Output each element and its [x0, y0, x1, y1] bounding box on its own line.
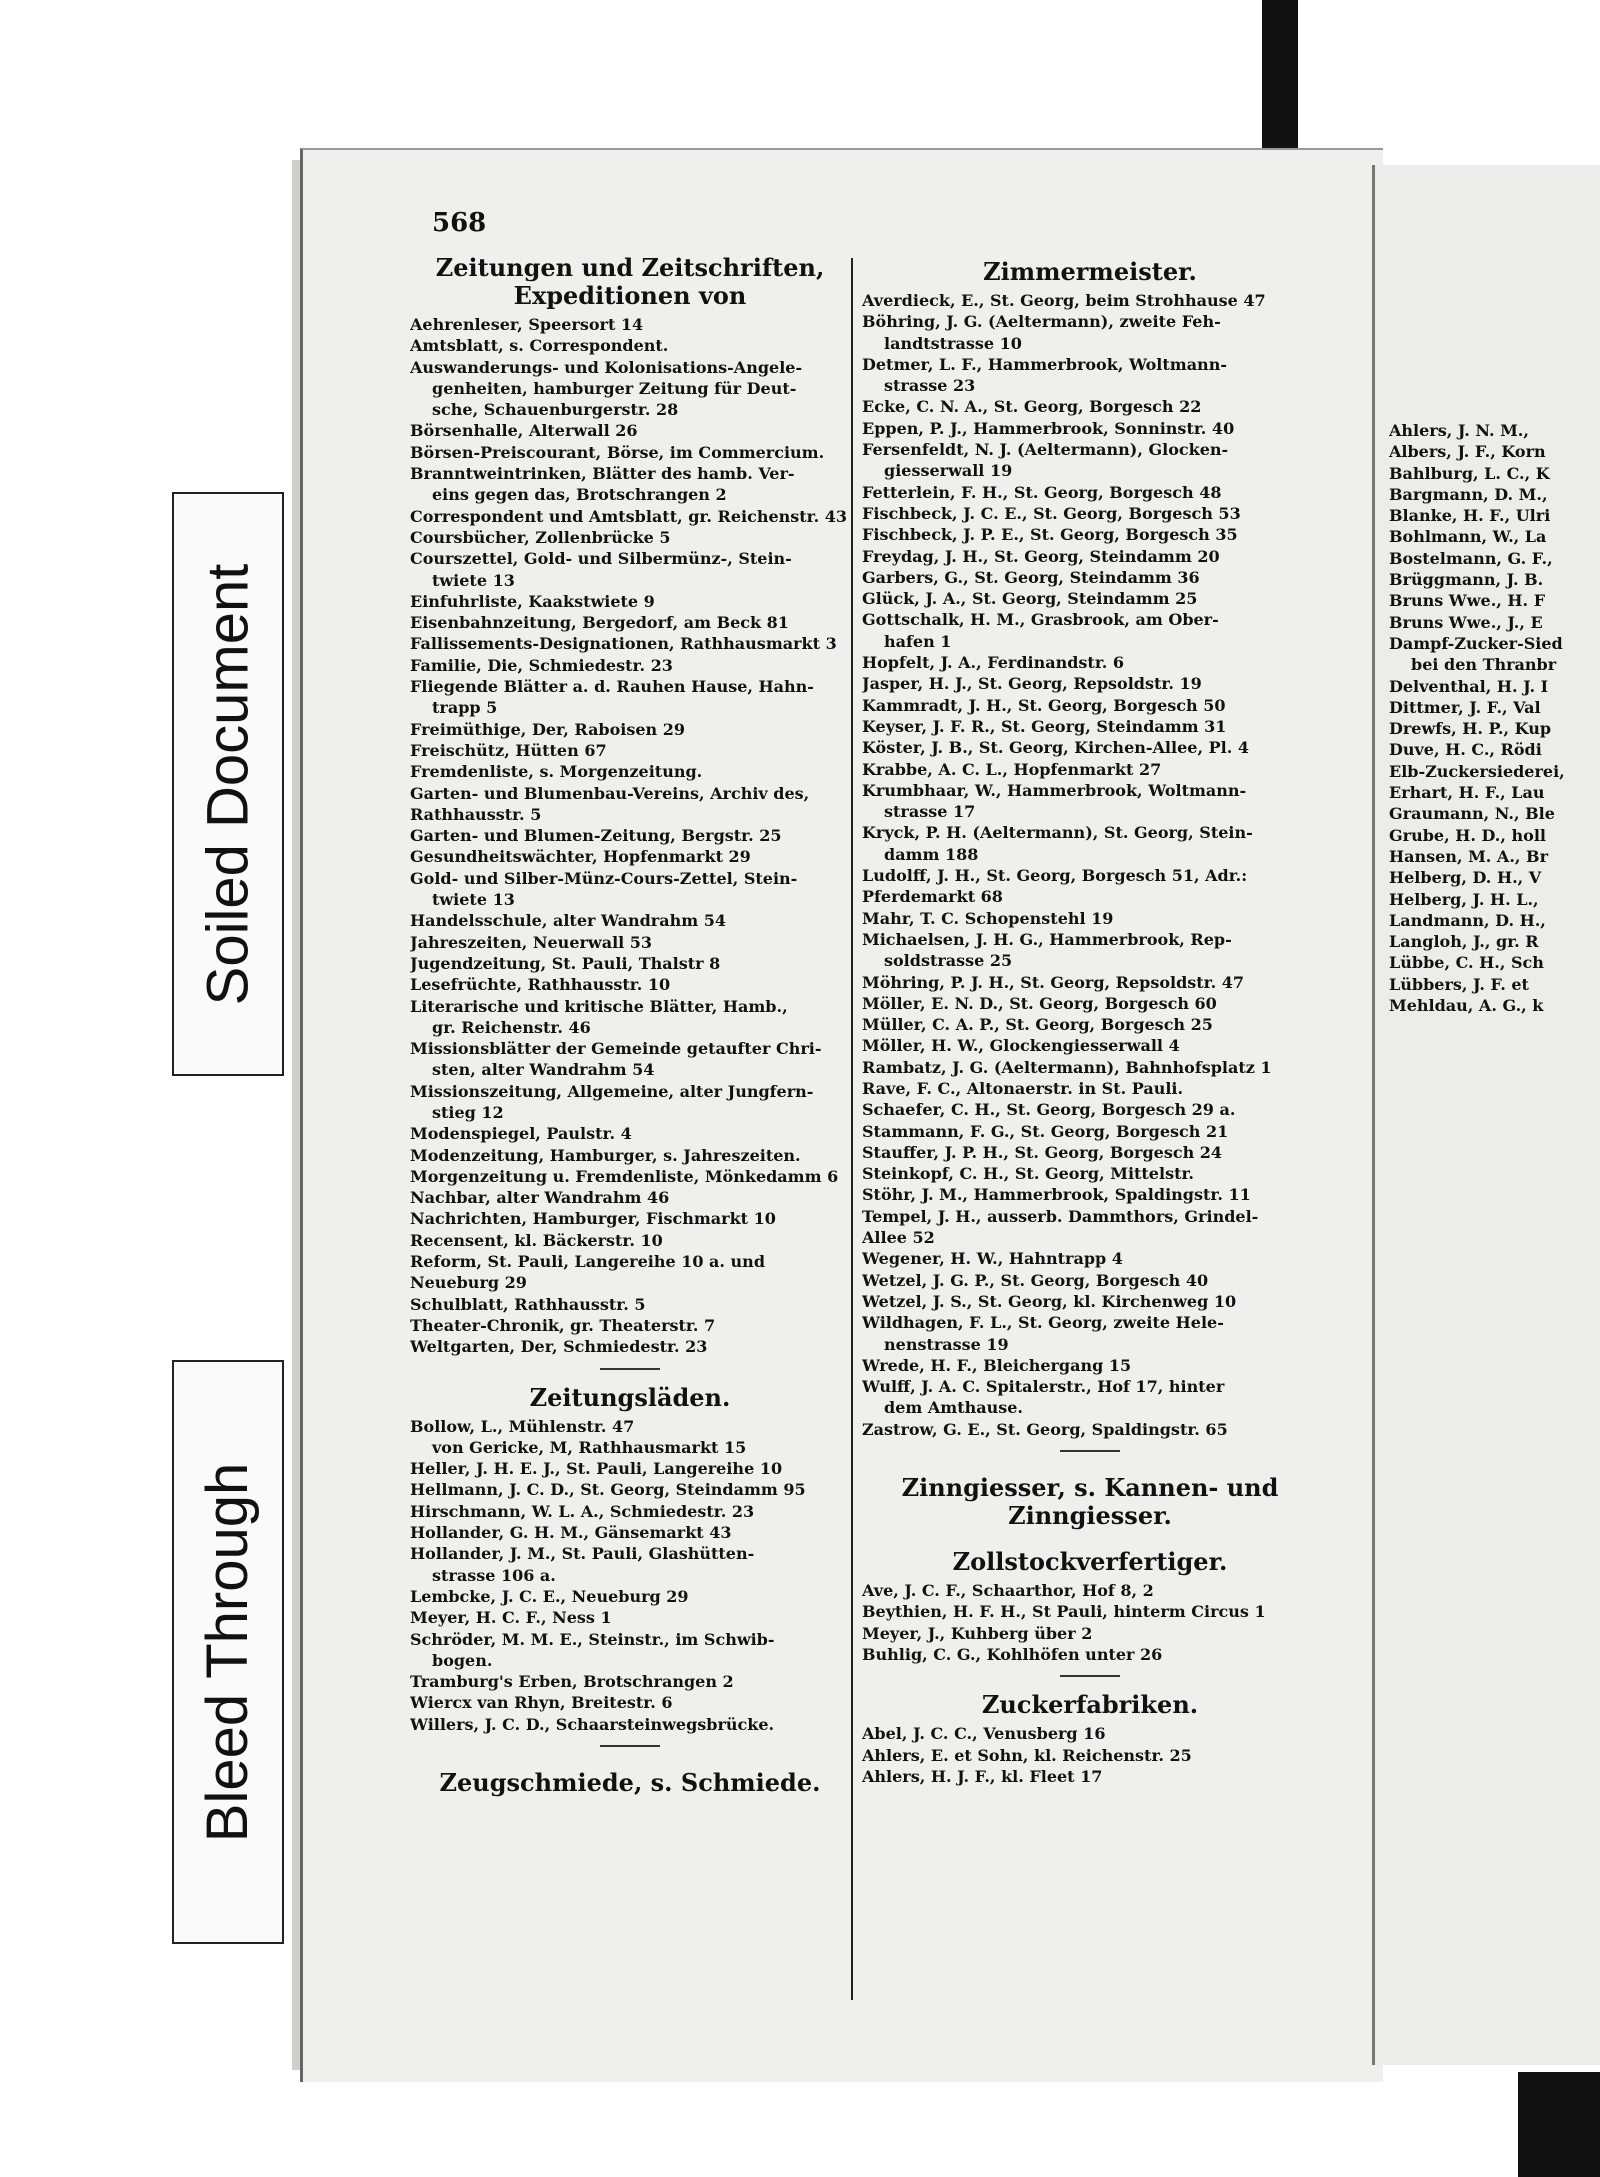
directory-entry: Heller, J. H. E. J., St. Pauli, Langereihe 10 — [410, 1459, 783, 1479]
middle-column — [862, 258, 1318, 1787]
directory-entry: Neueburg 29 — [410, 1273, 527, 1293]
directory-entry: eins gegen das, Brotschrangen 2 — [432, 485, 727, 505]
directory-entry: giesserwall 19 — [884, 461, 1013, 481]
directory-entry: Müller, C. A. P., St. Georg, Borgesch 25 — [862, 1015, 1213, 1035]
directory-entry: twiete 13 — [432, 570, 515, 590]
directory-entry: Dampf-Zucker-Sied — [1389, 633, 1563, 653]
directory-entry: Schröder, M. M. E., Steinstr., im Schwib- — [410, 1629, 775, 1649]
directory-entry: Jahreszeiten, Neuerwall 53 — [410, 932, 653, 952]
directory-entry: von Gericke, M, Rathhausmarkt 15 — [432, 1437, 747, 1457]
directory-entry: Ahlers, E. et Sohn, kl. Reichenstr. 25 — [862, 1745, 1192, 1765]
directory-entry: Freydag, J. H., St. Georg, Steindamm 20 — [862, 546, 1220, 566]
directory-entry: Fischbeck, J. P. E., St. Georg, Borgesch 35 — [862, 525, 1238, 545]
directory-entry: Michaelsen, J. H. G., Hammerbrook, Rep- — [862, 929, 1232, 949]
directory-entry: Börsenhalle, Alterwall 26 — [410, 421, 638, 441]
directory-entry: Wrede, H. F., Bleichergang 15 — [862, 1355, 1132, 1375]
directory-entry: Freimüthige, Der, Raboisen 29 — [410, 719, 686, 739]
directory-entry: Bargmann, D. M., — [1389, 484, 1548, 504]
directory-entry: Gold- und Silber-Münz-Cours-Zettel, Stein- — [410, 868, 798, 888]
directory-entry: Theater-Chronik, gr. Theaterstr. 7 — [410, 1315, 716, 1335]
directory-entry: Gottschalk, H. M., Grasbrook, am Ober- — [862, 610, 1219, 630]
directory-entry: Morgenzeitung u. Fremdenliste, Mönkedamm 6 — [410, 1166, 839, 1186]
entry-list — [410, 314, 850, 1358]
directory-entry: Schaefer, C. H., St. Georg, Borgesch 29 a. — [862, 1100, 1236, 1120]
section-rule — [1060, 1450, 1120, 1452]
directory-entry: Wegener, H. W., Hahntrapp 4 — [862, 1249, 1123, 1269]
section-rule — [600, 1745, 660, 1747]
directory-entry: trapp 5 — [432, 698, 498, 718]
directory-entry: Aehrenleser, Speersort 14 — [410, 315, 644, 334]
section-heading: Zollstockverfertiger. — [952, 1547, 1228, 1577]
directory-entry: Hirschmann, W. L. A., Schmiedestr. 23 — [410, 1501, 755, 1521]
bleed-through-tab — [172, 1360, 284, 1944]
directory-entry: Handelsschule, alter Wandrahm 54 — [410, 911, 726, 931]
directory-entry: Rave, F. C., Altonaerstr. in St. Pauli. — [862, 1078, 1184, 1098]
directory-entry: strasse 23 — [884, 376, 976, 396]
directory-entry: Graumann, N., Ble — [1389, 804, 1555, 824]
directory-entry: Auswanderungs- und Kolonisations-Angele- — [410, 357, 803, 377]
section — [862, 258, 1318, 1452]
directory-entry: Landmann, D. H., — [1389, 910, 1546, 930]
left-column — [410, 254, 850, 1801]
section — [410, 254, 850, 1370]
directory-entry: Fersenfeldt, N. J. (Aeltermann), Glocken- — [862, 440, 1229, 460]
directory-entry: Langloh, J., gr. R — [1389, 932, 1539, 952]
section-heading: Zeugschmiede, s. Schmiede. — [439, 1768, 821, 1797]
directory-entry: Kammradt, J. H., St. Georg, Borgesch 50 — [862, 695, 1226, 715]
directory-entry: Wetzel, J. S., St. Georg, kl. Kirchenweg 10 — [862, 1291, 1237, 1311]
directory-entry: Krumbhaar, W., Hammerbrook, Woltmann- — [862, 780, 1247, 800]
directory-entry: Literarische und kritische Blätter, Hamb., — [410, 996, 788, 1016]
directory-entry: Weltgarten, Der, Schmiedestr. 23 — [410, 1337, 708, 1357]
directory-entry: Mehldau, A. G., k — [1389, 996, 1544, 1016]
directory-entry: Hellmann, J. C. D., St. Georg, Steindamm 95 — [410, 1480, 806, 1500]
section-heading: Zeitungsläden. — [529, 1382, 731, 1412]
section-rule — [1060, 1675, 1120, 1677]
right-page-column — [1389, 420, 1565, 1016]
directory-entry: Bollow, L., Mühlenstr. 47 — [410, 1416, 635, 1436]
section-heading: Zeitungen und Zeitschriften, — [435, 253, 825, 282]
directory-entry: sten, alter Wandrahm 54 — [432, 1060, 655, 1080]
directory-entry: Krabbe, A. C. L., Hopfenmarkt 27 — [862, 759, 1162, 779]
directory-entry: Bruns Wwe., H. F — [1389, 591, 1546, 611]
directory-entry: Lübbers, J. F. et — [1389, 974, 1529, 994]
directory-entry: bei den Thranbr — [1411, 655, 1557, 675]
directory-entry: Jasper, H. J., St. Georg, Repsoldstr. 19 — [862, 674, 1202, 694]
directory-entry: Garten- und Blumenbau-Vereins, Archiv des, — [410, 783, 810, 803]
directory-entry: Eppen, P. J., Hammerbrook, Sonninstr. 40 — [862, 418, 1235, 438]
directory-entry: Kryck, P. H. (Aeltermann), St. Georg, Stein- — [862, 823, 1253, 843]
directory-entry: Garbers, G., St. Georg, Steindamm 36 — [862, 567, 1200, 587]
directory-entry: Fischbeck, J. C. E., St. Georg, Borgesch 53 — [862, 503, 1241, 523]
section-heading: Expeditionen von — [513, 281, 747, 310]
right-page — [1372, 165, 1600, 2065]
directory-entry: Courszettel, Gold- und Silbermünz-, Stein- — [410, 549, 792, 569]
directory-entry: gr. Reichenstr. 46 — [432, 1017, 591, 1037]
directory-entry: Averdieck, E., St. Georg, beim Strohhause 47 — [862, 291, 1266, 310]
directory-entry: Modenspiegel, Paulstr. 4 — [410, 1124, 632, 1144]
archival-tab-top — [1262, 0, 1298, 148]
directory-entry: damm 188 — [884, 844, 979, 864]
directory-entry: Albers, J. F., Korn — [1389, 442, 1546, 462]
directory-entry: Branntweintrinken, Blätter des hamb. Ver- — [410, 464, 795, 484]
directory-entry: Stammann, F. G., St. Georg, Borgesch 21 — [862, 1121, 1229, 1141]
directory-entry: Grube, H. D., holl — [1389, 825, 1546, 845]
directory-entry: Nachbar, alter Wandrahm 46 — [410, 1188, 670, 1208]
directory-entry: Ecke, C. N. A., St. Georg, Borgesch 22 — [862, 397, 1202, 417]
directory-entry: Bruns Wwe., J., E — [1389, 612, 1543, 632]
archival-tab-right — [1518, 2072, 1600, 2177]
directory-entry: Fetterlein, F. H., St. Georg, Borgesch 48 — [862, 482, 1222, 502]
directory-entry: Coursbücher, Zollenbrücke 5 — [410, 527, 671, 547]
section — [862, 1474, 1318, 1530]
directory-entry: Hollander, G. H. M., Gänsemarkt 43 — [410, 1523, 732, 1543]
directory-entry: Bohlmann, W., La — [1389, 527, 1547, 547]
directory-entry: genheiten, hamburger Zeitung für Deut- — [432, 378, 797, 398]
directory-entry: Drewfs, H. P., Kup — [1389, 719, 1552, 739]
directory-entry: Meyer, H. C. F., Ness 1 — [410, 1608, 612, 1628]
directory-entry: Elb-Zuckersiederei, — [1389, 761, 1565, 781]
directory-entry: Fallissements-Designationen, Rathhausmarkt 3 — [410, 634, 837, 654]
directory-entry: Keyser, J. F. R., St. Georg, Steindamm 31 — [862, 716, 1227, 736]
directory-entry: Wulff, J. A. C. Spitalerstr., Hof 17, hinter — [862, 1377, 1225, 1397]
directory-entry: Blanke, H. F., Ulri — [1389, 506, 1551, 526]
soiled-document-label: Soiled Document — [195, 563, 261, 1005]
directory-entry: Freischütz, Hütten 67 — [410, 740, 607, 760]
directory-entry: Hopfelt, J. A., Ferdinandstr. 6 — [862, 653, 1125, 673]
soiled-document-tab — [172, 492, 284, 1076]
directory-entry: Lembcke, J. C. E., Neueburg 29 — [410, 1586, 689, 1606]
bleed-through-label: Bleed Through — [195, 1462, 261, 1842]
section-heading: Zinngiesser. — [1008, 1501, 1172, 1531]
directory-entry: Nachrichten, Hamburger, Fischmarkt 10 — [410, 1209, 776, 1229]
directory-entry: twiete 13 — [432, 890, 515, 910]
entry-list — [862, 1723, 1318, 1787]
directory-entry: Ahlers, H. J. F., kl. Fleet 17 — [862, 1766, 1103, 1786]
directory-entry: Rathhausstr. 5 — [410, 804, 542, 824]
directory-entry: Correspondent und Amtsblatt, gr. Reichenstr. 43 — [410, 506, 848, 526]
directory-entry: Fliegende Blätter a. d. Rauhen Hause, Hahn- — [410, 677, 814, 697]
directory-entry: Möller, H. W., Glockengiesserwall 4 — [862, 1036, 1180, 1056]
column-divider — [851, 258, 853, 2000]
directory-entry: hafen 1 — [884, 631, 952, 651]
section — [410, 1769, 850, 1797]
directory-entry: Amtsblatt, s. Correspondent. — [410, 336, 669, 356]
directory-entry: Köster, J. B., St. Georg, Kirchen-Allee, Pl. 4 — [862, 738, 1249, 758]
directory-entry: Lesefrüchte, Rathhausstr. 10 — [410, 975, 671, 995]
directory-entry: Bostelmann, G. F., — [1389, 548, 1553, 568]
directory-entry: Abel, J. C. C., Venusberg 16 — [862, 1724, 1106, 1744]
directory-entry: Eisenbahnzeitung, Bergedorf, am Beck 81 — [410, 613, 789, 633]
directory-entry: Fremdenliste, s. Morgenzeitung. — [410, 762, 703, 782]
directory-entry: bogen. — [432, 1650, 493, 1670]
directory-entry: Glück, J. A., St. Georg, Steindamm 25 — [862, 589, 1198, 609]
directory-entry: Stöhr, J. M., Hammerbrook, Spaldingstr. 11 — [862, 1185, 1251, 1205]
directory-entry: Hollander, J. M., St. Pauli, Glashütten- — [410, 1544, 755, 1564]
directory-entry: landtstrasse 10 — [884, 333, 1022, 353]
directory-entry: Jugendzeitung, St. Pauli, Thalstr 8 — [410, 953, 721, 973]
directory-entry: Möhring, P. J. H., St. Georg, Repsoldstr. 47 — [862, 972, 1245, 992]
directory-entry: Wiercx van Rhyn, Breitestr. 6 — [410, 1693, 673, 1713]
directory-entry: Hansen, M. A., Br — [1389, 846, 1549, 866]
directory-entry: dem Amthause. — [884, 1398, 1023, 1418]
directory-entry: strasse 106 a. — [432, 1565, 556, 1585]
directory-entry: Ludolff, J. H., St. Georg, Borgesch 51, Adr.: — [862, 866, 1248, 886]
section-rule — [600, 1368, 660, 1370]
entry-list — [410, 1416, 850, 1735]
directory-entry: Stauffer, J. P. H., St. Georg, Borgesch 24 — [862, 1142, 1223, 1162]
directory-entry: Börsen-Preiscourant, Börse, im Commercium. — [410, 442, 825, 462]
directory-entry: Gesundheitswächter, Hopfenmarkt 29 — [410, 847, 751, 867]
directory-entry: Buhlig, C. G., Kohlhöfen unter 26 — [862, 1644, 1163, 1664]
entry-list — [862, 1580, 1318, 1665]
directory-entry: Reform, St. Pauli, Langereihe 10 a. und — [410, 1252, 765, 1272]
directory-entry: Tramburg's Erben, Brotschrangen 2 — [410, 1672, 734, 1692]
directory-entry: Einfuhrliste, Kaakstwiete 9 — [410, 591, 655, 611]
section — [862, 1548, 1318, 1677]
section-heading: Zinngiesser, s. Kannen- und — [901, 1473, 1279, 1503]
directory-entry: Wetzel, J. G. P., St. Georg, Borgesch 40 — [862, 1270, 1209, 1290]
directory-entry: Lübbe, C. H., Sch — [1389, 953, 1544, 973]
directory-entry: Pferdemarkt 68 — [862, 887, 1003, 907]
page-number: 568 — [432, 208, 487, 238]
directory-entry: Willers, J. C. D., Schaarsteinwegsbrücke. — [410, 1714, 775, 1734]
directory-entry: Delventhal, H. J. I — [1389, 676, 1549, 696]
directory-entry: Detmer, L. F., Hammerbrook, Woltmann- — [862, 354, 1227, 374]
directory-entry: Beythien, H. F. H., St Pauli, hinterm Circus 1 — [862, 1602, 1266, 1622]
directory-entry: Missionsblätter der Gemeinde getaufter Chri- — [410, 1039, 822, 1059]
directory-entry: Familie, Die, Schmiedestr. 23 — [410, 655, 673, 675]
directory-entry: Bahlburg, L. C., K — [1389, 463, 1550, 483]
section — [410, 1384, 850, 1747]
directory-entry: Duve, H. C., Rödi — [1389, 740, 1542, 760]
directory-entry: Brüggmann, J. B. — [1389, 570, 1544, 590]
section — [862, 1691, 1318, 1787]
directory-entry: Garten- und Blumen-Zeitung, Bergstr. 25 — [410, 826, 782, 846]
directory-entry: Ahlers, J. N. M., — [1389, 421, 1529, 440]
directory-entry: Mahr, T. C. Schopenstehl 19 — [862, 908, 1114, 928]
directory-entry: Wildhagen, F. L., St. Georg, zweite Hele- — [862, 1313, 1224, 1333]
directory-entry: Helberg, D. H., V — [1389, 868, 1542, 888]
directory-entry: Missionszeitung, Allgemeine, alter Jungfern- — [410, 1081, 814, 1101]
directory-entry: Erhart, H. F., Lau — [1389, 783, 1545, 803]
directory-entry: strasse 17 — [884, 802, 976, 822]
directory-entry: Ave, J. C. F., Schaarthor, Hof 8, 2 — [862, 1581, 1154, 1601]
directory-entry: Schulblatt, Rathhausstr. 5 — [410, 1294, 646, 1314]
directory-entry: Allee 52 — [862, 1228, 935, 1248]
directory-entry: Dittmer, J. F., Val — [1389, 697, 1541, 717]
directory-entry: Steinkopf, C. H., St. Georg, Mittelstr. — [862, 1164, 1194, 1184]
section-heading: Zimmermeister. — [983, 257, 1197, 286]
directory-entry: Zastrow, G. E., St. Georg, Spaldingstr. 65 — [862, 1419, 1228, 1439]
directory-entry: Helberg, J. H. L., — [1389, 889, 1539, 909]
directory-entry: Böhring, J. G. (Aeltermann), zweite Feh- — [862, 312, 1221, 332]
entry-list — [862, 290, 1318, 1440]
directory-entry: Meyer, J., Kuhberg über 2 — [862, 1623, 1093, 1643]
directory-entry: stieg 12 — [432, 1102, 504, 1122]
directory-entry: soldstrasse 25 — [884, 951, 1013, 971]
directory-entry: Tempel, J. H., ausserb. Dammthors, Grindel- — [862, 1206, 1259, 1226]
directory-entry: Möller, E. N. D., St. Georg, Borgesch 60 — [862, 993, 1217, 1013]
directory-entry: nenstrasse 19 — [884, 1334, 1009, 1354]
directory-entry: Modenzeitung, Hamburger, s. Jahreszeiten. — [410, 1145, 801, 1165]
section-heading: Zuckerfabriken. — [981, 1690, 1199, 1720]
directory-entry: Rambatz, J. G. (Aeltermann), Bahnhofsplatz 1 — [862, 1057, 1272, 1077]
directory-entry: sche, Schauenburgerstr. 28 — [432, 400, 679, 420]
directory-entry: Recensent, kl. Bäckerstr. 10 — [410, 1230, 663, 1250]
